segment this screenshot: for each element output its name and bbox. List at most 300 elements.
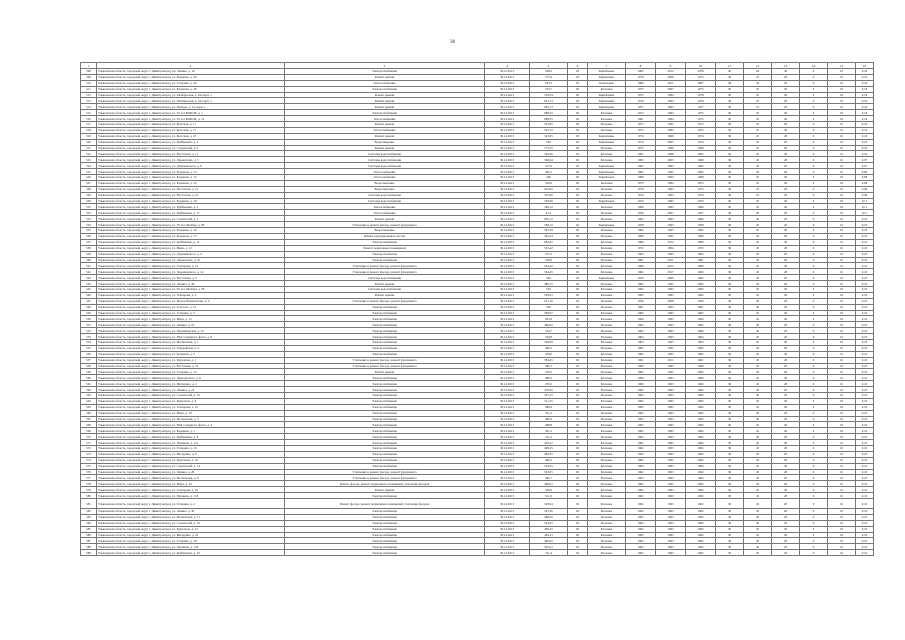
- table-cell: 1962: [686, 169, 716, 175]
- table-cell: 0,10: [856, 216, 874, 222]
- table-cell: 02: [568, 345, 588, 351]
- table-cell: Электроснабжение: [285, 351, 485, 357]
- table-cell: 501,2: [530, 410, 568, 416]
- table-cell: 495,7: [530, 475, 568, 481]
- table-cell: 30.12.2013: [485, 198, 530, 204]
- table-cell: Блочные: [588, 481, 626, 487]
- table-cell: Кирпичные: [588, 98, 626, 104]
- table-cell: 1962: [686, 446, 716, 452]
- table-cell: 20: [772, 544, 800, 550]
- table-cell: 10: [828, 404, 856, 410]
- table-cell: 563: [81, 392, 97, 398]
- table-cell: Ульяновская область, городской округ г. Димитровград, ул. Толстого, д. 12: [97, 304, 285, 310]
- table-cell: Электроснабжение: [285, 514, 485, 520]
- table-cell: 1962: [626, 457, 656, 463]
- table-cell: 30: [716, 139, 744, 145]
- table-cell: Панельные: [588, 80, 626, 86]
- table-cell: Блочные: [588, 269, 626, 275]
- table-cell: 0: [800, 392, 828, 398]
- table-cell: 02: [568, 387, 588, 393]
- table-cell: 02: [568, 514, 588, 520]
- table-cell: 0: [800, 416, 828, 422]
- table-cell: 30.12.2013: [485, 74, 530, 80]
- table-cell: 02: [568, 487, 588, 493]
- table-cell: 20: [772, 334, 800, 340]
- table-cell: 1962: [626, 322, 656, 328]
- table-cell: 564,45: [530, 269, 568, 275]
- table-cell: 30: [716, 116, 744, 122]
- table-cell: 1962: [626, 526, 656, 532]
- table-cell: 20: [772, 210, 800, 216]
- table-cell: 1962: [626, 286, 656, 292]
- table-cell: 520: [81, 139, 97, 145]
- table-cell: 520,8: [530, 334, 568, 340]
- table-cell: 1962: [626, 398, 656, 404]
- table-cell: 45: [744, 228, 772, 234]
- table-cell: 20: [772, 151, 800, 157]
- table-cell: 45: [744, 375, 772, 381]
- table-cell: 30.12.2013: [485, 210, 530, 216]
- table-cell: 30.12.2013: [485, 520, 530, 526]
- table-cell: 1962: [626, 532, 656, 538]
- table-cell: 45: [744, 163, 772, 169]
- table-cell: Ульяновская область, городской округ г. Димитровград, ул. Московская, д. 1: [97, 339, 285, 345]
- table-cell: 10: [828, 345, 856, 351]
- table-cell: Ульяновская область, городской округ г. Димитровград, ул. Братская, д. 17: [97, 127, 285, 133]
- column-header: 10: [686, 63, 716, 69]
- table-cell: 10: [828, 74, 856, 80]
- table-cell: 45: [744, 481, 772, 487]
- table-cell: 1970: [626, 186, 656, 192]
- table-cell: 572: [81, 446, 97, 452]
- table-cell: 30: [716, 239, 744, 245]
- table-cell: 0: [800, 233, 828, 239]
- table-cell: 1964: [686, 463, 716, 469]
- table-cell: 1967: [686, 80, 716, 86]
- table-cell: 45: [744, 499, 772, 509]
- table-cell: 20: [772, 328, 800, 334]
- table-cell: 0,16: [856, 145, 874, 151]
- table-cell: 530: [81, 198, 97, 204]
- column-header: 4: [485, 63, 530, 69]
- table-cell: 1994: [656, 180, 686, 186]
- table-cell: 30: [716, 434, 744, 440]
- table-cell: 10: [828, 239, 856, 245]
- table-cell: Блочные: [588, 334, 626, 340]
- table-cell: 1993: [656, 363, 686, 369]
- table-cell: 546: [530, 275, 568, 281]
- table-cell: 20: [772, 357, 800, 363]
- table-cell: 560: [81, 375, 97, 381]
- table-cell: 30.12.2013: [485, 322, 530, 328]
- table-cell: 506,9: [530, 487, 568, 493]
- table-cell: Блочные: [588, 440, 626, 446]
- table-cell: Блочные: [588, 428, 626, 434]
- table-cell: 535: [81, 228, 97, 234]
- table-cell: 582: [81, 509, 97, 515]
- table-cell: 20: [772, 92, 800, 98]
- table-cell: 30: [716, 446, 744, 452]
- table-cell: 575: [81, 463, 97, 469]
- table-cell: 1973: [626, 127, 656, 133]
- table-cell: 20: [772, 493, 800, 499]
- table-cell: 2017: [656, 269, 686, 275]
- table-cell: 30: [716, 416, 744, 422]
- table-cell: 623,3: [530, 80, 568, 86]
- table-cell: 30.12.2013: [485, 357, 530, 363]
- table-cell: 0,10: [856, 457, 874, 463]
- table-cell: 45: [744, 310, 772, 316]
- table-cell: 45: [744, 328, 772, 334]
- table-cell: 1962: [626, 446, 656, 452]
- table-cell: Электроснабжение: [285, 416, 485, 422]
- column-header: 2: [97, 63, 285, 69]
- table-cell: 30.12.2013: [485, 328, 530, 334]
- table-cell: 1962: [626, 228, 656, 234]
- table-cell: 30: [716, 281, 744, 287]
- table-cell: Блочные: [588, 245, 626, 251]
- table-cell: Системы водоснабжения: [285, 192, 485, 198]
- table-cell: Кирпичные: [588, 69, 626, 75]
- table-cell: 30: [716, 375, 744, 381]
- table-cell: 02: [568, 363, 588, 369]
- table-cell: 30.12.2013: [485, 493, 530, 499]
- table-cell: 1975: [686, 74, 716, 80]
- table-cell: Блочные: [588, 457, 626, 463]
- table-cell: 02: [568, 192, 588, 198]
- table-cell: Блочные: [588, 422, 626, 428]
- table-cell: 0,10: [856, 363, 874, 369]
- table-cell: Ульяновская область, городской округ г. Димитровград, ул. Ленина, д. 22: [97, 387, 285, 393]
- table-cell: 30.12.2013: [485, 281, 530, 287]
- column-header: 11: [716, 63, 744, 69]
- table-cell: 45: [744, 257, 772, 263]
- table-cell: 20: [772, 538, 800, 544]
- table-cell: 30.12.2013: [485, 69, 530, 75]
- table-cell: 534: [81, 222, 97, 228]
- table-cell: 1962: [686, 351, 716, 357]
- table-cell: Водоотведение: [285, 228, 485, 234]
- table-cell: 1975: [686, 86, 716, 92]
- table-cell: 540: [81, 257, 97, 263]
- table-cell: 1964: [686, 216, 716, 222]
- table-cell: 1962: [686, 532, 716, 538]
- table-cell: 1996: [656, 133, 686, 139]
- table-cell: Блочные: [588, 345, 626, 351]
- table-cell: 45: [744, 216, 772, 222]
- table-cell: 02: [568, 186, 588, 192]
- table-cell: 1962: [626, 387, 656, 393]
- table-cell: 0,10: [856, 463, 874, 469]
- table-cell: 30.12.2013: [485, 233, 530, 239]
- table-cell: 30.12.2013: [485, 263, 530, 269]
- table-cell: 02: [568, 298, 588, 304]
- table-cell: 02: [568, 428, 588, 434]
- table-cell: 20: [772, 245, 800, 251]
- table-cell: 28: [716, 80, 744, 86]
- table-cell: 0: [800, 222, 828, 228]
- table-cell: 0: [800, 251, 828, 257]
- table-cell: Блочные: [588, 339, 626, 345]
- table-cell: 45: [744, 463, 772, 469]
- table-cell: Ульяновская область, городской округ г. Димитровград, ул. Мира, д. 10: [97, 410, 285, 416]
- table-cell: Блочные: [588, 469, 626, 475]
- table-cell: 682,62: [530, 239, 568, 245]
- table-cell: 541: [81, 263, 97, 269]
- table-cell: 30.12.2013: [485, 286, 530, 292]
- table-cell: Ульяновская область, городской округ г. Димитровград, ул. Гагарина, д. 46: [97, 80, 285, 86]
- table-cell: 1974: [626, 192, 656, 198]
- table-cell: 20: [772, 428, 800, 434]
- table-cell: 1993: [656, 544, 686, 550]
- table-cell: 45: [744, 398, 772, 404]
- table-cell: 1993: [656, 104, 686, 110]
- table-cell: 02: [568, 357, 588, 363]
- table-cell: 10: [828, 475, 856, 481]
- table-cell: 10: [828, 210, 856, 216]
- table-cell: 02: [568, 532, 588, 538]
- table-cell: 45: [744, 69, 772, 75]
- table-cell: 584: [81, 520, 97, 526]
- table-cell: 30.12.2013: [485, 457, 530, 463]
- table-cell: 10: [828, 116, 856, 122]
- table-cell: Системы водоснабжения: [285, 198, 485, 204]
- table-cell: 30.12.2013: [485, 363, 530, 369]
- table-cell: 10: [828, 357, 856, 363]
- table-cell: 0,10: [856, 434, 874, 440]
- table-cell: 30.12.2013: [485, 80, 530, 86]
- table-cell: 30.12.2013: [485, 86, 530, 92]
- table-cell: 30.12.2013: [485, 186, 530, 192]
- table-cell: 20: [772, 192, 800, 198]
- table-cell: Электроснабжение: [285, 446, 485, 452]
- table-cell: 20: [772, 481, 800, 487]
- table-cell: 529: [81, 192, 97, 198]
- table-cell: 0,10: [856, 298, 874, 304]
- table-cell: 1962: [626, 550, 656, 556]
- table-cell: 488,42: [530, 514, 568, 520]
- table-cell: 525,12: [530, 127, 568, 133]
- table-cell: 0,10: [856, 269, 874, 275]
- table-cell: 0,08: [856, 175, 874, 181]
- table-cell: 524: [81, 163, 97, 169]
- table-cell: 02: [568, 369, 588, 375]
- table-cell: Блочные: [588, 538, 626, 544]
- table-cell: 480,3: [530, 375, 568, 381]
- table-cell: 30.12.2013: [485, 451, 530, 457]
- table-cell: 501,5: [530, 428, 568, 434]
- table-cell: 0,10: [856, 509, 874, 515]
- table-cell: 0,16: [856, 80, 874, 86]
- table-cell: 30.12.2013: [485, 446, 530, 452]
- table-cell: 10: [828, 520, 856, 526]
- table-cell: 20: [772, 163, 800, 169]
- table-cell: 0: [800, 257, 828, 263]
- table-cell: 1960: [626, 204, 656, 210]
- table-cell: 1962: [626, 434, 656, 440]
- table-cell: Ульяновская область, городской округ г. Димитровград, ул. Гагарина, д. 18: [97, 538, 285, 544]
- table-cell: 25: [744, 86, 772, 92]
- table-cell: 10: [828, 422, 856, 428]
- table-cell: 30: [716, 292, 744, 298]
- table-cell: Ульяновская область, городской округ г. Димитровград, ул. Баданова, д. 20: [97, 180, 285, 186]
- table-cell: 10: [828, 463, 856, 469]
- table-cell: 30: [716, 145, 744, 151]
- table-cell: 30.12.2013: [485, 351, 530, 357]
- table-cell: 0,16: [856, 122, 874, 128]
- table-cell: 505,21: [530, 544, 568, 550]
- table-cell: 45: [744, 275, 772, 281]
- table-cell: 30: [716, 339, 744, 345]
- table-cell: 45: [744, 316, 772, 322]
- table-cell: 0,10: [856, 251, 874, 257]
- table-cell: Ульяновская область, городской округ г. Димитровград, ул. Гончарова, д. 14: [97, 263, 285, 269]
- table-cell: 1963: [626, 514, 656, 520]
- table-cell: Блочные: [588, 499, 626, 509]
- table-cell: 0,16: [856, 110, 874, 116]
- table-cell: 651,16: [530, 298, 568, 304]
- table-cell: 10: [828, 339, 856, 345]
- table-cell: 0: [800, 157, 828, 163]
- table-cell: 0: [800, 404, 828, 410]
- table-cell: Блочные: [588, 310, 626, 316]
- table-cell: 30.12.2013: [485, 481, 530, 487]
- table-cell: 524,25: [530, 463, 568, 469]
- table-cell: 02: [568, 157, 588, 163]
- table-cell: 45: [744, 526, 772, 532]
- table-cell: Блочные: [588, 192, 626, 198]
- table-cell: Электроснабжение: [285, 463, 485, 469]
- table-cell: 1963: [686, 251, 716, 257]
- table-cell: 0: [800, 463, 828, 469]
- table-cell: 0: [800, 210, 828, 216]
- table-cell: 1993: [656, 304, 686, 310]
- table-cell: Ульяновская область, городской округ г. Димитровград, ул. Октябрьская, д. 44, корп. 1: [97, 98, 285, 104]
- table-cell: Утепление и ремонт фасада, ремонт фундамента: [285, 475, 485, 481]
- table-cell: 0: [800, 139, 828, 145]
- table-cell: 10: [828, 251, 856, 257]
- table-cell: 1962: [686, 163, 716, 169]
- table-cell: 562: [81, 387, 97, 393]
- table-cell: 566: [81, 410, 97, 416]
- table-cell: 1993: [656, 310, 686, 316]
- table-cell: 1960: [686, 375, 716, 381]
- table-cell: 504: [530, 139, 568, 145]
- table-cell: 577: [81, 475, 97, 481]
- table-cell: 10: [828, 169, 856, 175]
- table-cell: 0,10: [856, 310, 874, 316]
- table-cell: Электроснабжение: [285, 532, 485, 538]
- table-cell: 538: [81, 245, 97, 251]
- table-cell: Блочные: [588, 257, 626, 263]
- table-cell: 1993: [656, 186, 686, 192]
- table-cell: 1993: [656, 481, 686, 487]
- table-cell: 0: [800, 328, 828, 334]
- table-cell: 1962: [626, 544, 656, 550]
- table-cell: 525,42: [530, 245, 568, 251]
- table-cell: 1962: [626, 292, 656, 298]
- column-header: 15: [828, 63, 856, 69]
- table-cell: 30: [716, 198, 744, 204]
- table-cell: 20: [772, 257, 800, 263]
- table-cell: Электроснабжение: [285, 544, 485, 550]
- table-cell: 30.12.2013: [485, 304, 530, 310]
- table-cell: 20: [772, 526, 800, 532]
- table-cell: 1993: [656, 422, 686, 428]
- table-cell: 30: [716, 387, 744, 393]
- table-cell: 30: [716, 457, 744, 463]
- table-cell: 20: [772, 198, 800, 204]
- table-cell: 1993: [656, 322, 686, 328]
- table-cell: Ремонт крыши: [285, 92, 485, 98]
- table-cell: 30: [716, 451, 744, 457]
- table-cell: 0: [800, 550, 828, 556]
- table-cell: 558: [81, 363, 97, 369]
- table-cell: 30: [716, 550, 744, 556]
- table-cell: 02: [568, 245, 588, 251]
- table-cell: 0: [800, 310, 828, 316]
- table-cell: 30: [716, 428, 744, 434]
- table-cell: 0: [800, 440, 828, 446]
- table-cell: 20: [772, 145, 800, 151]
- table-cell: 02: [568, 198, 588, 204]
- table-cell: 30.12.2013: [485, 104, 530, 110]
- table-cell: 30.12.2013: [485, 526, 530, 532]
- table-cell: 543: [81, 275, 97, 281]
- table-cell: 10: [828, 298, 856, 304]
- table-cell: 0: [800, 487, 828, 493]
- table-cell: 02: [568, 127, 588, 133]
- table-cell: Кирпичные: [588, 222, 626, 228]
- table-cell: 30: [716, 122, 744, 128]
- table-cell: 45: [744, 469, 772, 475]
- table-cell: 1964: [626, 392, 656, 398]
- table-cell: 30: [716, 422, 744, 428]
- table-cell: Ульяновская область, городской округ г. Димитровград, ул. Строителей, д. 10: [97, 392, 285, 398]
- table-cell: 0,16: [856, 139, 874, 145]
- table-cell: 10: [828, 387, 856, 393]
- table-cell: Ульяновская область, городской округ г. Димитровград, ул. Гончарова, д. 10: [97, 404, 285, 410]
- table-cell: 1962: [626, 428, 656, 434]
- table-cell: 02: [568, 310, 588, 316]
- table-cell: 1962: [686, 369, 716, 375]
- table-cell: Блочные: [588, 434, 626, 440]
- table-cell: 1973: [626, 180, 656, 186]
- table-cell: 496,45: [530, 446, 568, 452]
- table-cell: 520,96: [530, 198, 568, 204]
- table-cell: Ульяновская область, городской округ г. Димитровград, ул. Куйбышева, д. 4: [97, 139, 285, 145]
- table-cell: 1993: [656, 451, 686, 457]
- table-cell: 1964: [626, 316, 656, 322]
- table-cell: 1962: [686, 428, 716, 434]
- table-cell: 02: [568, 422, 588, 428]
- table-cell: 20: [772, 175, 800, 181]
- table-cell: 30.12.2013: [485, 487, 530, 493]
- table-cell: 525,06: [530, 192, 568, 198]
- table-cell: Ульяновская область, городской округ г. Димитровград, ул. Восточная, д. 17: [97, 151, 285, 157]
- table-cell: 10: [828, 334, 856, 340]
- table-cell: 10: [828, 381, 856, 387]
- table-cell: Блочные: [588, 86, 626, 92]
- table-cell: 1993: [656, 163, 686, 169]
- table-cell: 10: [828, 532, 856, 538]
- table-cell: 30.12.2013: [485, 499, 530, 509]
- table-cell: 10: [828, 410, 856, 416]
- table-cell: 2008: [686, 145, 716, 151]
- table-cell: 1960: [686, 381, 716, 387]
- table-cell: 564: [81, 398, 97, 404]
- table-cell: Водоотведение: [285, 139, 485, 145]
